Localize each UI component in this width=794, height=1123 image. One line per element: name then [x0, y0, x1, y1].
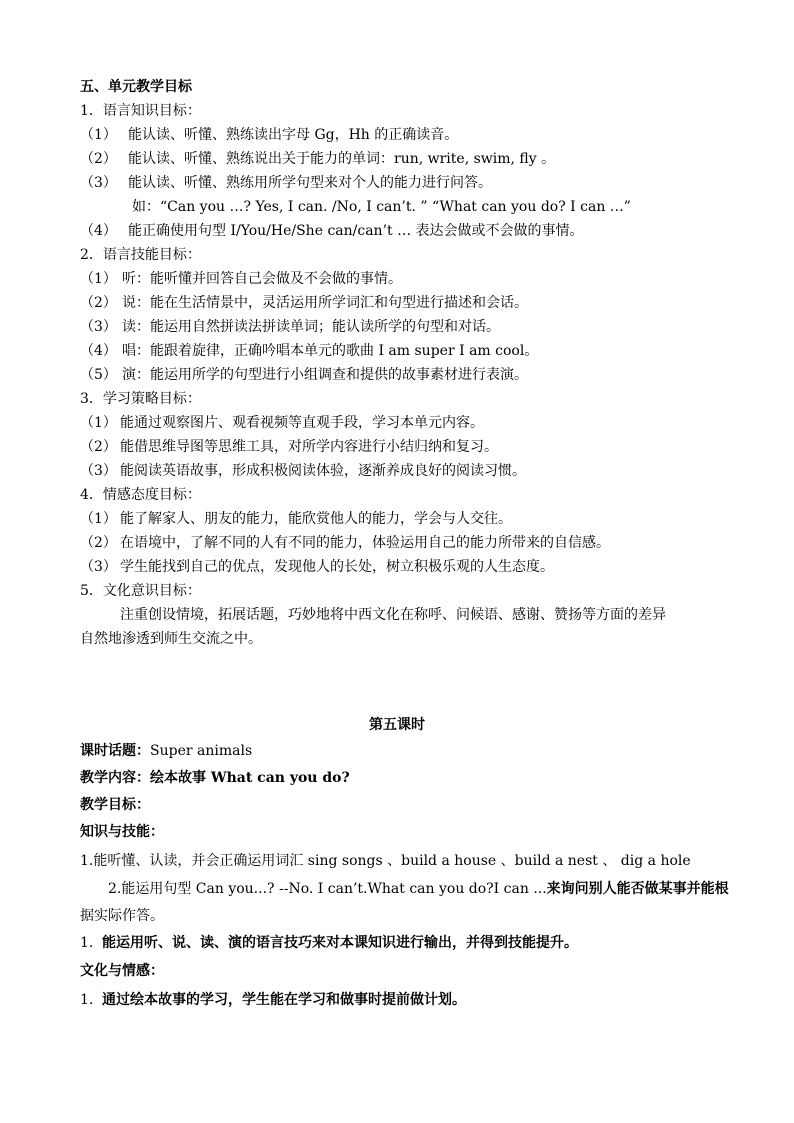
culture-label: 文化与情感： [80, 963, 164, 979]
content-line: 教学内容：绘本故事 What can you do? [80, 770, 350, 786]
list-item: （4） 能正确使用句型 I/You/He/She can/can’t … 表达会做或不会做的事情。 [80, 223, 584, 239]
goal-title-4: 4．情感态度目标： [80, 487, 201, 503]
list-item: （2） 在语境中，了解不同的人有不同的能力，体验运用自己的能力所带来的自信感。 [80, 535, 610, 551]
section-heading: 五、单元教学目标 [80, 79, 192, 95]
goal-title-2: 2．语言技能目标： [80, 247, 201, 263]
list-item: （4） 唱：能跟着旋律，正确吟唱本单元的歌曲 I am super I am cool。 [80, 343, 539, 359]
culture-item-1: 1. 通过绘本故事的学习，学生能在学习和做事时提前做计划。 [80, 992, 466, 1008]
list-item: （2） 能借思维导图等思维工具，对所学内容进行小结归纳和复习。 [80, 439, 498, 455]
list-item: （3） 能阅读英语故事，形成积极阅读体验，逐渐养成良好的阅读习惯。 [80, 463, 526, 479]
list-item: （1） 能通过观察图片、观看视频等直观手段，学习本单元内容。 [80, 415, 484, 431]
paragraph-line: 注重创设情境，拓展话题，巧妙地将中西文化在称呼、问候语、感谢、赞扬等方面的差异 [120, 607, 666, 623]
goal-title-3: 3．学习策略目标： [80, 391, 201, 407]
knowledge-item-3: 1. 能运用听、说、读、演的语言技巧来对本课知识进行输出，并得到技能提升。 [80, 935, 578, 951]
list-item: （1） 能了解家人、朋友的能力，能欣赏他人的能力，学会与人交往。 [80, 511, 512, 527]
list-item: （3） 学生能找到自己的优点，发现他人的长处，树立积极乐观的人生态度。 [80, 559, 554, 575]
topic-line: 课时话题：Super animals [80, 743, 253, 759]
knowledge-label: 知识与技能： [80, 824, 164, 840]
list-item: （3） 读：能运用自然拼读法拼读单词；能认读所学的句型和对话。 [80, 319, 500, 335]
knowledge-item-2: 2.能运用句型 Can you...? --No. I can’t.What can you do?I can ...来询问别人能否做某事并能根 [108, 881, 729, 897]
example-line: 如：“Can you …? Yes, I can. /No, I can’t. ” “What can you do? I can …” [132, 199, 631, 215]
list-item: （1） 听：能听懂并回答自己会做及不会做的事情。 [80, 271, 402, 287]
goal-title-1: 1．语言知识目标： [80, 103, 201, 119]
list-item: （5） 演：能运用所学的句型进行小组调查和提供的故事素材进行表演。 [80, 367, 528, 383]
knowledge-item-1: 1.能听懂、认读，并会正确运用词汇 sing songs 、build a house 、build a nest 、 dig a hole [80, 853, 691, 869]
knowledge-item-2-cont: 据实际作答。 [80, 908, 164, 924]
list-item: （2） 说：能在生活情景中，灵活运用所学词汇和句型进行描述和会话。 [80, 295, 528, 311]
list-item: （1） 能认读、听懂、熟练读出字母 Gg，Hh 的正确读音。 [80, 127, 459, 143]
paragraph-line: 自然地渗透到师生交流之中。 [80, 631, 262, 647]
goal-title-5: 5．文化意识目标： [80, 583, 201, 599]
list-item: （3） 能认读、听懂、熟练用所学句型来对个人的能力进行问答。 [80, 175, 492, 191]
list-item: （2） 能认读、听懂、熟练说出关于能力的单词：run, write, swim, fly 。 [80, 151, 556, 167]
lesson-title: 第五课时 [369, 717, 425, 733]
goals-label: 教学目标： [80, 797, 150, 813]
